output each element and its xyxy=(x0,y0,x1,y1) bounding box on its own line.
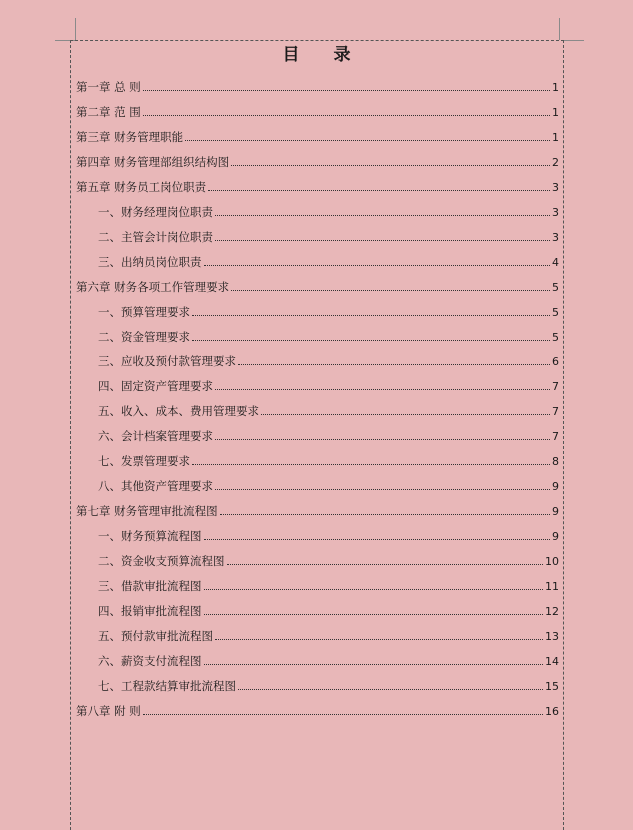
toc-entry-label: 六、薪资支付流程图 xyxy=(98,653,202,668)
toc-entry-label: 三、应收及预付款管理要求 xyxy=(98,354,236,369)
toc-entry-label: 七、工程款结算审批流程图 xyxy=(98,678,236,693)
toc-entry[interactable] xyxy=(98,353,559,369)
toc-entry[interactable] xyxy=(98,578,559,594)
toc-entry-label: 四、报销审批流程图 xyxy=(98,603,202,618)
dot-leader xyxy=(215,204,550,216)
toc-entry[interactable] xyxy=(98,453,559,469)
toc-entry-label: 第六章 财务各项工作管理要求 xyxy=(76,279,230,294)
toc-entry-label: 三、借款审批流程图 xyxy=(98,579,202,593)
dot-leader xyxy=(215,378,550,390)
dot-leader xyxy=(143,703,543,715)
toc-entry-page-number: 1 xyxy=(552,105,559,119)
toc-entry-page-number: 8 xyxy=(552,455,559,469)
toc-entry[interactable] xyxy=(98,528,559,544)
toc-entry[interactable] xyxy=(76,154,559,170)
toc-entry-label: 五、预付款审批流程图 xyxy=(98,628,213,643)
dot-leader xyxy=(185,129,550,141)
dot-leader xyxy=(143,79,550,91)
toc-entry-page-number: 7 xyxy=(552,405,559,419)
toc-entry-page-number: 11 xyxy=(545,580,559,593)
dot-leader xyxy=(227,553,544,565)
dot-leader xyxy=(238,678,543,690)
toc-entry-label: 一、财务经理岗位职责 xyxy=(98,204,213,219)
toc-entry[interactable] xyxy=(76,179,559,195)
toc-entry[interactable] xyxy=(98,229,559,245)
toc-entry-page-number: 9 xyxy=(552,530,559,544)
toc-entry[interactable] xyxy=(98,403,559,419)
toc-entry-page-number: 2 xyxy=(552,155,559,169)
toc-entry-page-number: 13 xyxy=(545,629,559,643)
toc-entry-page-number: 3 xyxy=(552,180,559,194)
toc-entry-page-number: 1 xyxy=(552,81,559,94)
toc-entry[interactable] xyxy=(98,254,559,270)
dot-leader xyxy=(215,628,543,640)
dot-leader xyxy=(143,104,550,116)
toc-entry-label: 第一章 总 则 xyxy=(76,80,141,94)
toc-entry-label: 第七章 财务管理审批流程图 xyxy=(76,504,218,519)
toc-entry-page-number: 7 xyxy=(552,430,559,444)
toc-entry[interactable] xyxy=(76,503,559,519)
toc-entry[interactable] xyxy=(98,478,559,494)
toc-entry-page-number: 10 xyxy=(545,555,559,569)
dot-leader xyxy=(204,528,551,540)
toc-entry-page-number: 7 xyxy=(552,380,559,394)
toc-entry[interactable] xyxy=(76,279,559,295)
toc-entry[interactable] xyxy=(98,304,559,320)
toc-entry-page-number: 5 xyxy=(552,330,559,344)
toc-entry-label: 二、资金收支预算流程图 xyxy=(98,554,225,569)
toc-entry[interactable] xyxy=(98,678,559,694)
dot-leader xyxy=(231,154,550,166)
toc-entry[interactable] xyxy=(76,703,559,719)
dot-leader xyxy=(238,353,550,365)
toc-entry-label: 二、资金管理要求 xyxy=(98,329,190,344)
dot-leader xyxy=(215,229,550,241)
toc-entry-label: 第二章 范 围 xyxy=(76,104,141,119)
toc-entry[interactable] xyxy=(98,204,559,220)
toc-entry-label: 七、发票管理要求 xyxy=(98,454,190,469)
toc-entry[interactable] xyxy=(76,129,559,145)
toc-entry-label: 二、主管会计岗位职责 xyxy=(98,229,213,244)
toc-title: 目 录 xyxy=(282,45,351,65)
toc-entry-label: 第五章 财务员工岗位职责 xyxy=(76,179,207,194)
dot-leader xyxy=(220,503,550,515)
toc-entry-page-number: 15 xyxy=(545,679,559,693)
toc-entry[interactable] xyxy=(76,79,559,95)
toc-entry[interactable] xyxy=(98,428,559,444)
toc-entry-label: 一、财务预算流程图 xyxy=(98,529,202,544)
dot-leader xyxy=(215,478,550,490)
toc-entry-page-number: 5 xyxy=(552,280,559,294)
toc-entry[interactable] xyxy=(98,329,559,345)
toc-entry-label: 六、会计档案管理要求 xyxy=(98,429,213,444)
toc-entry-page-number: 6 xyxy=(552,355,559,369)
toc-entry[interactable] xyxy=(98,628,559,644)
toc-entry-label: 四、固定资产管理要求 xyxy=(98,379,213,394)
toc-entry-label: 第八章 附 则 xyxy=(76,703,141,718)
dot-leader xyxy=(204,603,544,615)
toc-entry[interactable] xyxy=(98,653,559,669)
dot-leader xyxy=(192,304,550,316)
dot-leader xyxy=(204,653,544,665)
dot-leader xyxy=(231,279,550,291)
dot-leader xyxy=(215,428,550,440)
toc-entry-page-number: 14 xyxy=(545,654,559,668)
toc-entry-page-number: 5 xyxy=(552,305,559,319)
toc-entry-label: 八、其他资产管理要求 xyxy=(98,479,213,494)
toc-entry-label: 第三章 财务管理职能 xyxy=(76,129,184,144)
toc-entry-page-number: 3 xyxy=(552,230,559,244)
toc-entry-page-number: 1 xyxy=(552,130,559,144)
toc-entry-page-number: 16 xyxy=(545,704,559,718)
toc-entry-page-number: 4 xyxy=(552,255,559,269)
toc-entry[interactable] xyxy=(98,603,559,619)
dot-leader xyxy=(192,453,550,465)
dot-leader xyxy=(261,403,550,415)
toc-entry-page-number: 3 xyxy=(552,205,559,219)
toc-entry-label: 一、预算管理要求 xyxy=(98,304,190,319)
toc-entry-label: 五、收入、成本、费用管理要求 xyxy=(98,404,259,419)
toc-entry-page-number: 9 xyxy=(552,480,559,494)
dot-leader xyxy=(204,578,544,590)
toc-entry-label: 三、出纳员岗位职责 xyxy=(98,254,202,269)
dot-leader xyxy=(208,179,550,191)
dot-leader xyxy=(204,254,551,266)
toc-entry-page-number: 12 xyxy=(545,604,559,618)
toc-entry[interactable] xyxy=(98,378,559,394)
dot-leader xyxy=(192,329,550,341)
toc-entry-label: 第四章 财务管理部组织结构图 xyxy=(76,154,230,169)
toc-entry[interactable] xyxy=(76,104,559,120)
toc-entry[interactable] xyxy=(98,553,559,569)
toc-entry-page-number: 9 xyxy=(552,505,559,519)
